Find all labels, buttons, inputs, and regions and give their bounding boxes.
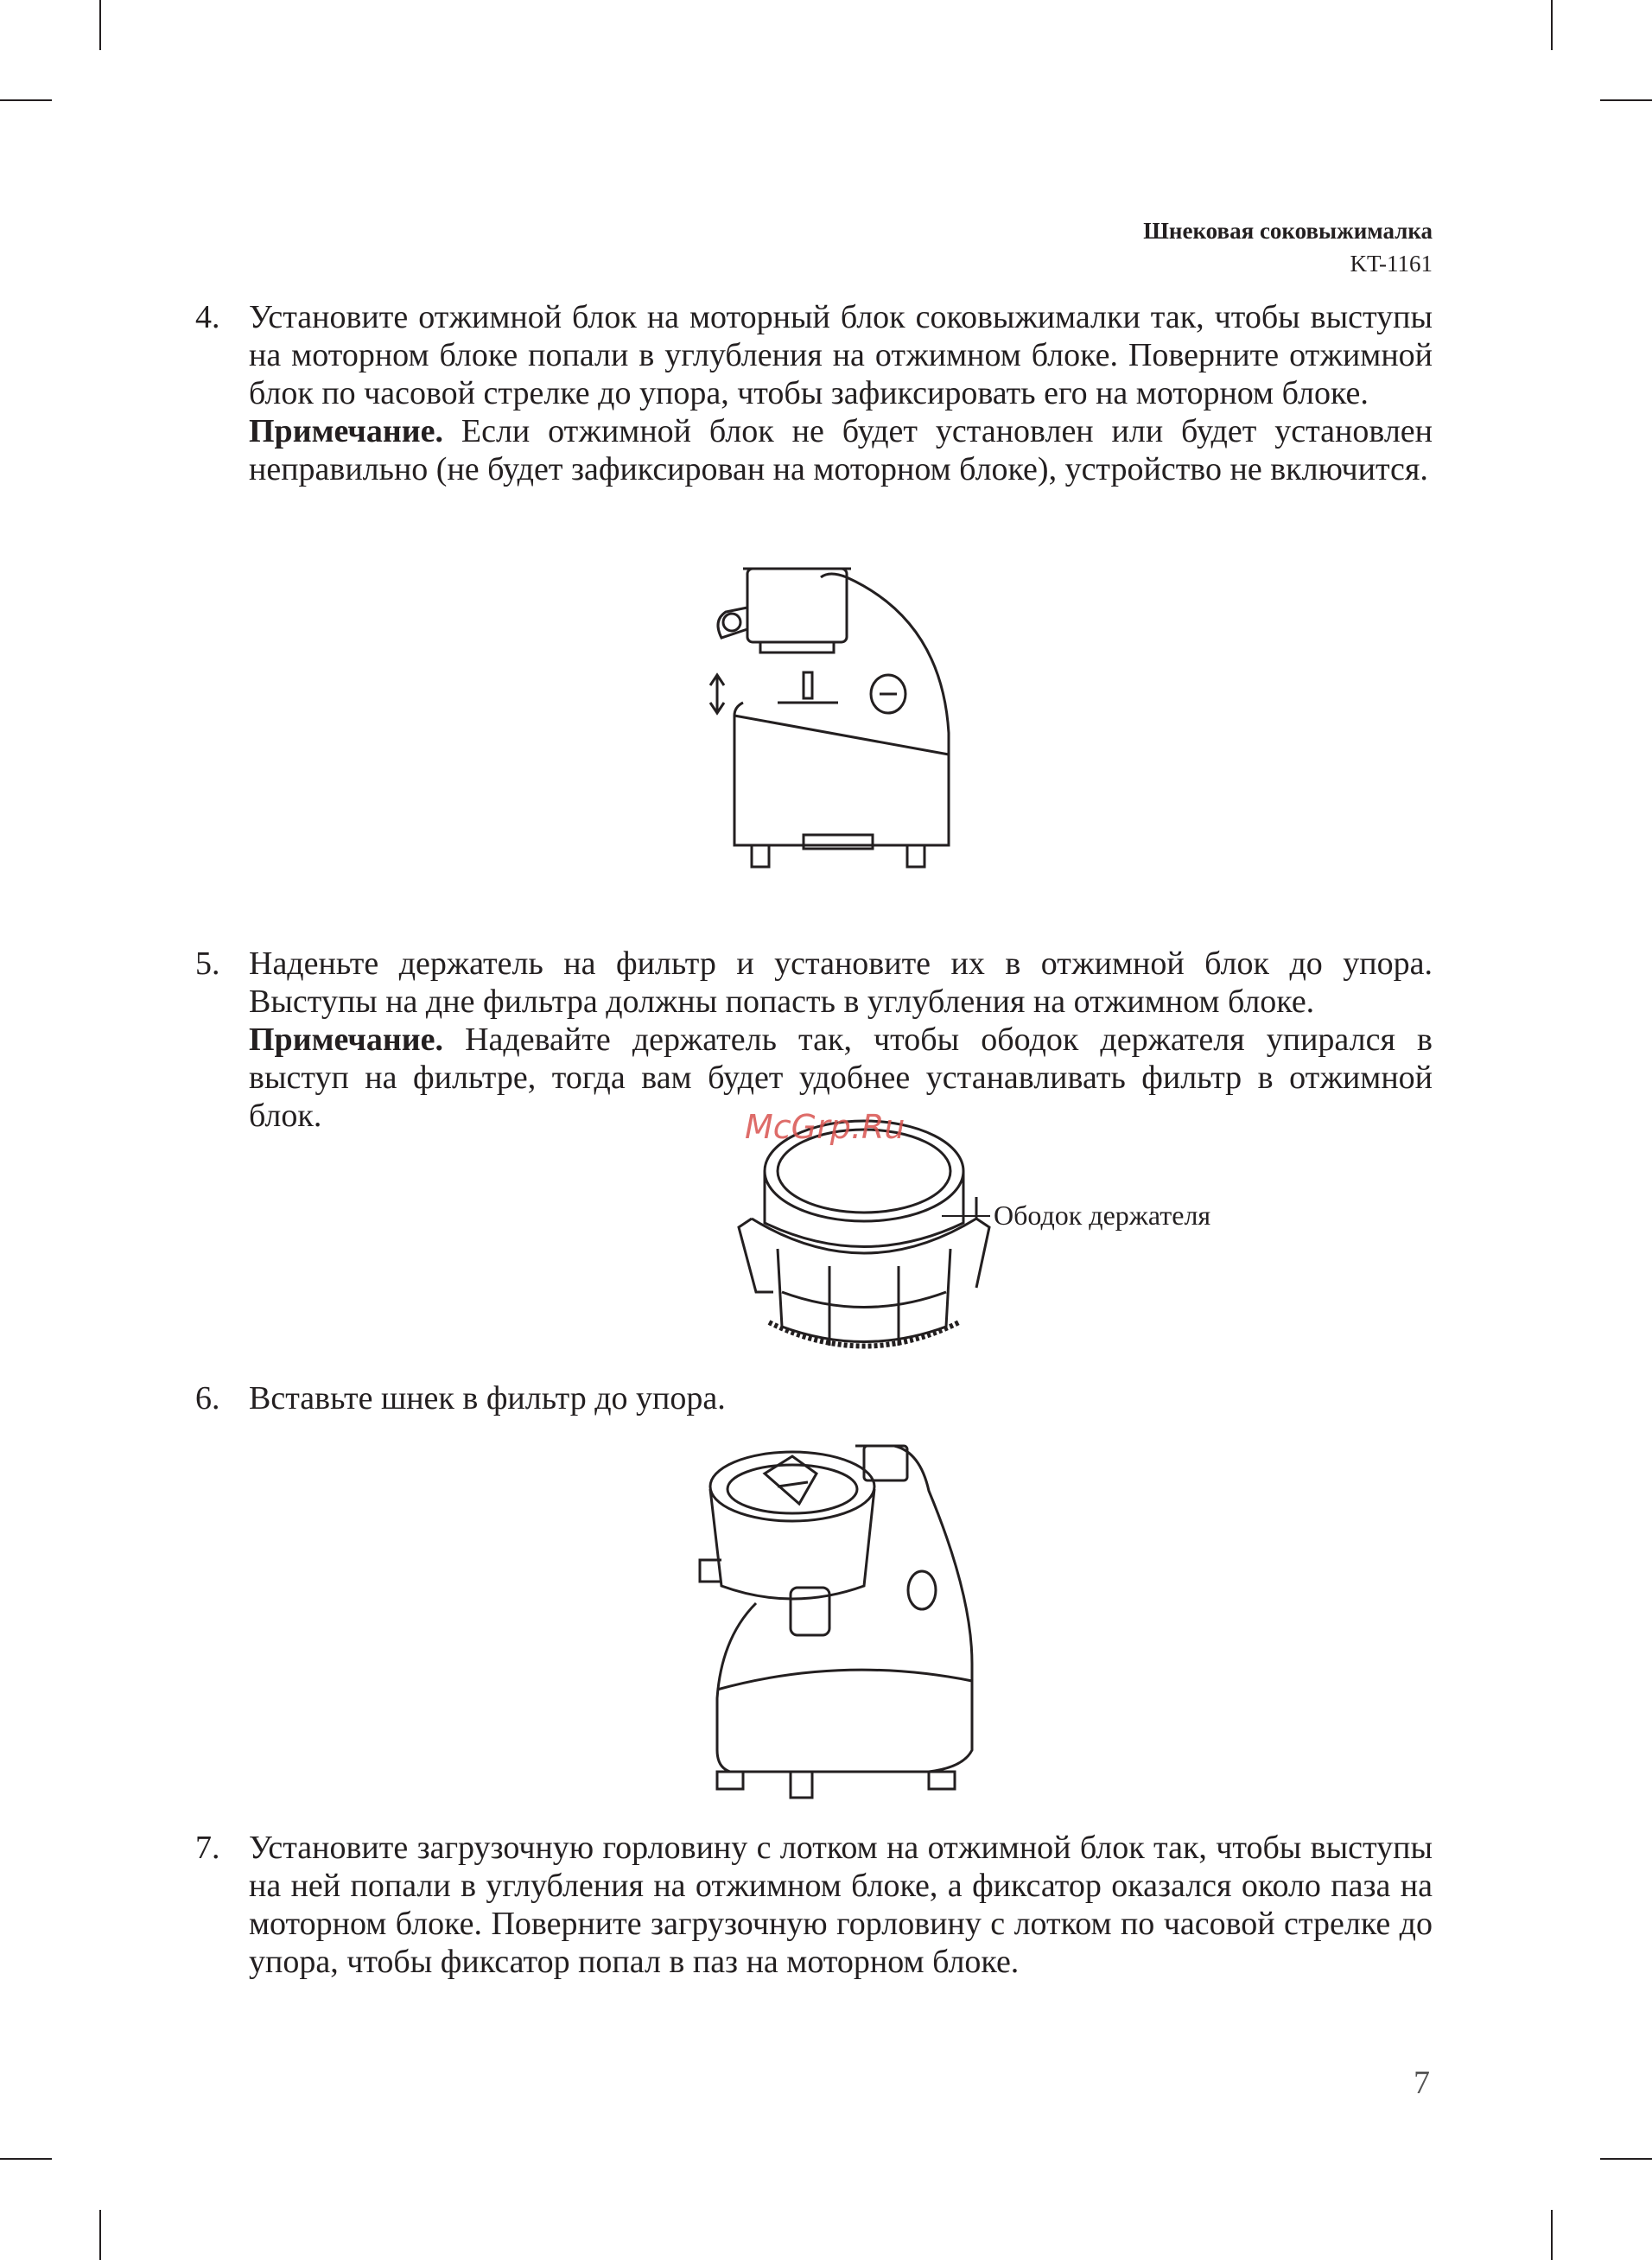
step-number: 6. (195, 1380, 220, 1416)
figure-filter-holder (734, 1119, 994, 1361)
crop-mark-bottom-left (99, 2210, 101, 2260)
up-down-arrow-icon (710, 675, 724, 713)
crop-mark-left-top (0, 99, 52, 101)
step-number: 7. (195, 1830, 220, 1866)
page-header (1143, 214, 1433, 280)
crop-mark-top-left (99, 0, 101, 50)
note-text: Надевайте держатель так, чтобы ободок держателя упирался в выступ на фильтре, тогда вам будет удобнее устанавливать фильтр в отжимной блок. (249, 1022, 1433, 1134)
crop-mark-bottom-right (1551, 2210, 1553, 2260)
motor-housing (734, 574, 949, 845)
note-label: Примечание. (249, 1022, 443, 1058)
step-text: Наденьте держатель на фильтр и установите их в отжимной блок до упора. Выступы на дне фильтра должны попасть в углубления на отжимном блоке. (249, 945, 1433, 1020)
step-number: 5. (195, 945, 220, 982)
step-note (249, 412, 1433, 488)
step-number: 4. (195, 299, 220, 335)
page-number: 7 (1414, 2065, 1430, 2101)
crop-mark-left-bottom (0, 2158, 52, 2160)
step-6 (195, 1379, 1433, 1417)
product-title: Шнековая соковыжималка (1143, 218, 1433, 244)
juicing-bowl (747, 569, 847, 642)
step-text: Установите отжимной блок на моторный блок соковыжималки так, чтобы выступы на моторном блоке попали в углубления на отжимном блоке. Поверните отжимной блок по часовой стрелке до упора, чтобы зафиксировать его на моторном блоке. (249, 299, 1433, 411)
crop-mark-top-right (1551, 0, 1553, 50)
step-body (249, 298, 1433, 488)
knob-icon (908, 1571, 936, 1609)
motor-housing (717, 1446, 972, 1772)
step-7 (195, 1829, 1433, 1981)
step-4 (195, 298, 1433, 488)
callout-label: Ободок держателя (994, 1200, 1211, 1231)
crop-mark-right-bottom (1600, 2158, 1652, 2160)
step-body (249, 1829, 1433, 1981)
figure-juicer-with-auger (696, 1439, 1007, 1819)
auger (765, 1456, 816, 1504)
callout-holder-rim (994, 1200, 1210, 1232)
figure-juicer-side-view (708, 560, 985, 888)
callout-leader-line (942, 1215, 990, 1217)
step-text: Установите загрузочную горловину с лотком на отжимной блок так, чтобы выступы на ней попали в углубления на отжимном блоке, а фиксатор оказался около паза на моторном блоке. Поверните загрузочную горловину с лотком по часовой стрелке до упора, чтобы фиксатор попал в паз на моторном блоке. (249, 1830, 1433, 1980)
step-text: Вставьте шнек в фильтр до упора. (249, 1380, 726, 1416)
note-label: Примечание. (249, 413, 443, 449)
note-text: Если отжимной блок не будет установлен или будет установлен неправильно (не будет зафиксирован на моторном блоке), устройство не включится. (249, 413, 1433, 487)
holder-rim (752, 1197, 976, 1253)
step-body (249, 1379, 1433, 1417)
pulp-outlet (791, 1588, 829, 1635)
step-5 (195, 945, 1433, 1135)
watermark: McGrp.Ru (745, 1108, 905, 1146)
product-model: KT-1161 (1350, 251, 1433, 277)
juicing-bowl-top (710, 1452, 874, 1521)
step-body (249, 945, 1433, 1135)
crop-mark-right-top (1600, 99, 1652, 101)
